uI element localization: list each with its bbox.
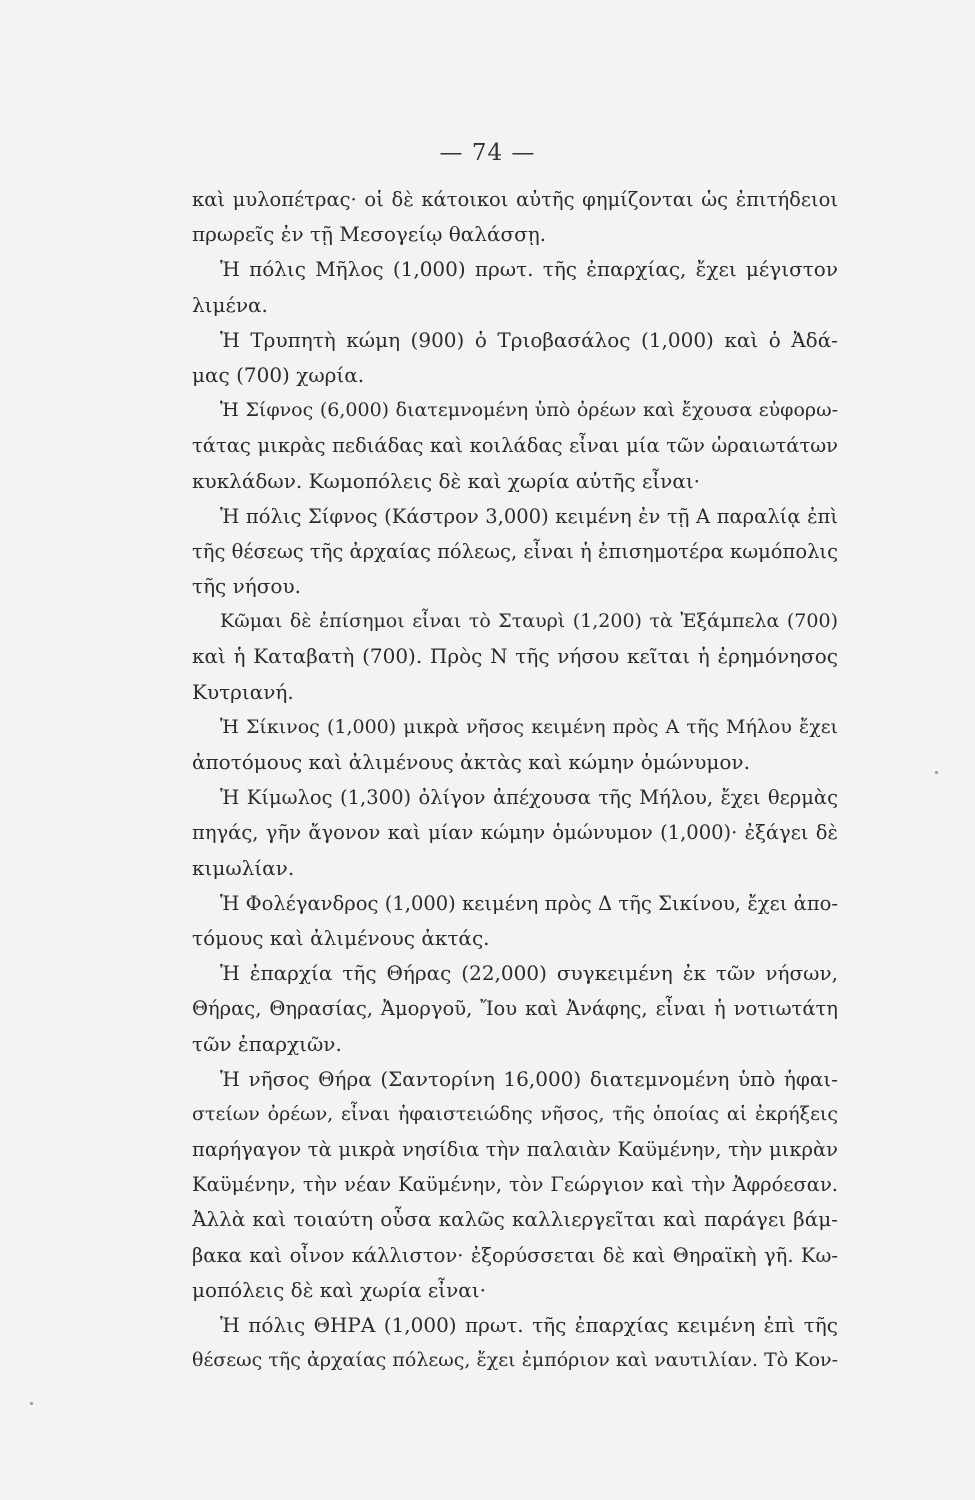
text-line: πρωρεῖς ἐν τῇ Μεσογείῳ θαλάσσῃ. bbox=[192, 222, 547, 247]
text-line: Ἡ πόλις Σίφνος (Κάστρον 3,000) κειμένη ἐν τῇ Α παραλίᾳ ἐπὶ bbox=[220, 504, 838, 528]
text-line: μας (700) χωρία. bbox=[192, 362, 365, 387]
text-line: τόμους καὶ ἀλιμένους ἀκτάς. bbox=[192, 925, 490, 950]
text-line: Ἡ Τρυπητὴ κώμη (900) ὁ Τριοβασάλος (1,000) καὶ ὁ Ἀδά- bbox=[220, 327, 838, 352]
text-line: Ἡ Σίκινος (1,000) μικρὰ νῆσος κειμένη πρὸς Α τῆς Μήλου ἔχει bbox=[220, 715, 838, 738]
text-line: Κῶμαι δὲ ἐπίσημοι εἶναι τὸ Σταυρὶ (1,200) τὰ Ἐξάμπελα (700) bbox=[220, 610, 838, 633]
text-line: κυκλάδων. Κωμοπόλεις δὲ καὶ χωρία αὐτῆς εἶναι· bbox=[192, 468, 701, 493]
text-line: καὶ ἡ Καταβατὴ (700). Πρὸς Ν τῆς νήσου κεῖται ἡ ἐρημόνησος bbox=[192, 644, 838, 669]
text-line: Θήρας, Θηρασίας, Ἀμοργοῦ, Ἴου καὶ Ἀνάφης, εἶναι ἡ νοτιωτάτη bbox=[192, 997, 838, 1021]
text-line: Καϋμένην, τὴν νέαν Καϋμένην, τὸν Γεώργιον καὶ τὴν Ἀφρόεσαν. bbox=[192, 1173, 838, 1197]
text-line: βακα καὶ οἶνον κάλλιστον· ἐξορύσσεται δὲ καὶ Θηραϊκὴ γῆ. Κω- bbox=[192, 1243, 838, 1267]
text-line: μοπόλεις δὲ καὶ χωρία εἶναι· bbox=[192, 1277, 486, 1302]
text-line: Ἡ Κίμωλος (1,300) ὀλίγον ἀπέχουσα τῆς Μήλου, ἔχει θερμὰς bbox=[220, 786, 838, 810]
text-line: Ἡ πόλις Μῆλος (1,000) πρωτ. τῆς ἐπαρχίας, ἔχει μέγιστον bbox=[220, 257, 838, 282]
page-number: — 74 — bbox=[439, 140, 536, 166]
body-text bbox=[192, 182, 838, 1378]
text-line: τῆς νήσου. bbox=[192, 574, 301, 599]
text-line: παρήγαγον τὰ μικρὰ νησίδια τὴν παλαιὰν Καϋμένην, τὴν μικρὰν bbox=[192, 1138, 838, 1162]
text-line: Ἡ νῆσος Θήρα (Σαντορίνη 16,000) διατεμνομένη ὑπὸ ἡφαι- bbox=[220, 1066, 838, 1091]
text-line: καὶ μυλοπέτρας· οἱ δὲ κάτοικοι αὐτῆς φημίζονται ὡς ἐπιτήδειοι bbox=[192, 188, 838, 211]
text-line: στείων ὀρέων, εἶναι ἡφαιστειώδης νῆσος, τῆς ὁποίας αἱ ἐκρήξεις bbox=[192, 1102, 838, 1125]
text-line: τῶν ἐπαρχιῶν. bbox=[192, 1031, 342, 1056]
text-line: ἀποτόμους καὶ ἀλιμένους ἀκτὰς καὶ κώμην ὁμώνυμον. bbox=[192, 750, 750, 774]
text-line: τῆς θέσεως τῆς ἀρχαίας πόλεως, εἶναι ἡ ἐπισημοτέρα κωμόπολις bbox=[192, 539, 838, 563]
text-line: λιμένα. bbox=[192, 292, 268, 317]
text-line: Ἡ Σίφνος (6,000) διατεμνομένη ὑπὸ ὀρέων καὶ ἔχουσα εὐφορω- bbox=[220, 399, 838, 422]
text-line: τάτας μικρὰς πεδιάδας καὶ κοιλάδας εἶναι μία τῶν ὡραιωτάτων bbox=[192, 434, 838, 458]
text-line: κιμωλίαν. bbox=[192, 855, 295, 880]
text-line: Ἡ Φολέγανδρος (1,000) κειμένη πρὸς Δ τῆς Σικίνου, ἔχει ἀπο- bbox=[220, 891, 838, 915]
text-line: Κυτριανή. bbox=[192, 679, 294, 704]
text-line: Ἀλλὰ καὶ τοιαύτη οὖσα καλῶς καλλιεργεῖται καὶ παράγει βάμ- bbox=[192, 1207, 838, 1232]
text-line: Ἡ πόλις ΘΗΡΑ (1,000) πρωτ. τῆς ἐπαρχίας κειμένη ἐπὶ τῆς bbox=[220, 1313, 838, 1337]
paper-speck bbox=[935, 771, 938, 774]
text-line: πηγάς, γῆν ἄγονον καὶ μίαν κώμην ὁμώνυμον (1,000)· ἐξάγει δὲ bbox=[192, 821, 838, 845]
text-line: θέσεως τῆς ἀρχαίας πόλεως, ἔχει ἐμπόριον καὶ ναυτιλίαν. Τὸ Κον- bbox=[192, 1349, 838, 1372]
text-line: Ἡ ἐπαρχία τῆς Θήρας (22,000) συγκειμένη ἐκ τῶν νήσων, bbox=[220, 961, 838, 986]
paper-speck bbox=[30, 1402, 33, 1405]
